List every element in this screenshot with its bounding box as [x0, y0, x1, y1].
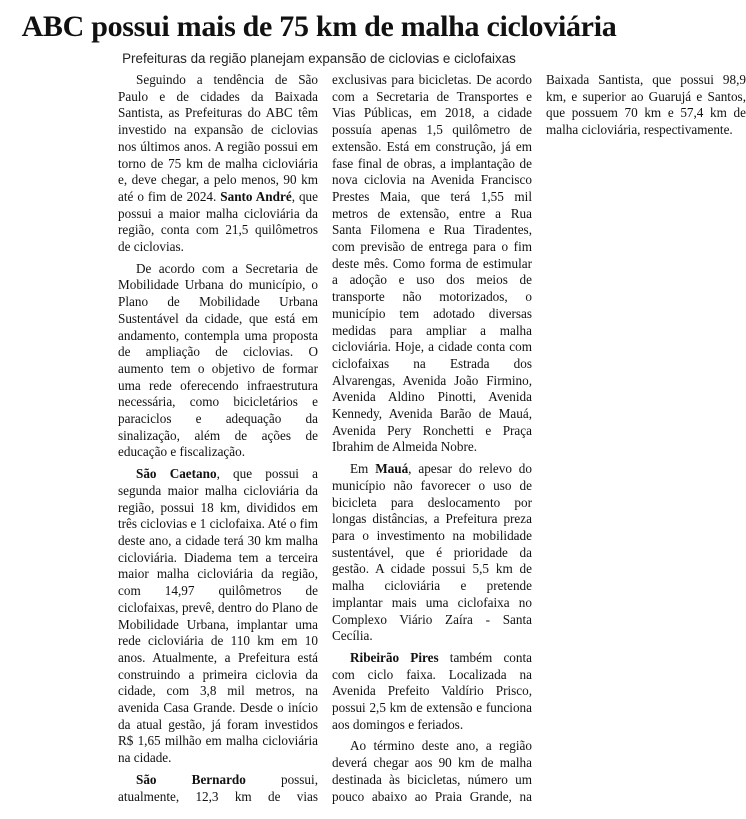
- paragraph-text: possui, atualmente, 12,3 km de vias exclusivas para bicicletas. De acordo com a Secretaria de Transportes e Vias Públicas, em 2018, a cidade possuía apenas 1,5 quilômetro de extensão. Está em construção, já em fase final de obras, a implantação de nova ciclovia na Avenida Francisco Prestes Maia, que terá 1,55 mil metros de extensão, entre a Rua Santa Filomena e Rua Tiradentes, com previsão de entrega para o fim deste mês. Como forma de estimular a adoção e uso dos meios de transporte não motorizados, o município tem adotado diversas medidas para ampliar a malha cicloviária. Hoje, a cidade conta com ciclofaixas na Estrada dos Alvarengas, Avenida João Firmino, Avenida Aldino Pinotti, Avenida Kennedy, Avenida Barão de Mauá, Avenida Pery Ronchetti e Praça Ibrahim de Almeida Nobre.: [118, 72, 532, 804]
- paragraph: [118, 466, 318, 767]
- paragraph-text: também conta com ciclo faixa. Localizada na Avenida Prefeito Valdírio Prisco, possui 2,5 km de extensão e funciona aos domingos e feriados.: [332, 649, 532, 732]
- headline: ABC possui mais de 75 km de malha cicloviária: [21, 10, 617, 43]
- subheadline: Prefeituras da região planejam expansão de ciclovias e ciclofaixas: [122, 51, 516, 66]
- paragraph-text: De acordo com a Secretaria de Mobilidade Urbana do município, o Plano de Mobilidade Urbana Sustentável da cidade, que está em andamento, contempla uma proposta de ampliação de ciclovias. O aumento tem o objetivo de formar uma rede oferecendo infraestrutura necessária, como bicicletários e paraciclos e adequação da sinalização, além de ações de educação e fiscalização.: [118, 260, 318, 460]
- paragraph-text: Ao término deste ano, a região deverá chegar aos 90 km de malha destinada às bicicletas, número um pouco abaixo ao Praia Grande, na Baixada Santista, que possui 98,9 km, e superior ao Guarujá e Santos, que possuem 70 km e 57,4 km de malha cicloviária, respectivamente.: [332, 72, 746, 804]
- city-name-santo-andre: Santo André: [220, 188, 292, 204]
- paragraph-text: , apesar do relevo do município não favorecer o uso de bicicleta para deslocamento por longas distâncias, a Prefeitura preza para o investimento na mobilidade sustentável, que é prioridade da gestão. A cidade possui 5,5 km de malha cicloviária e pretende implantar mais uma ciclofaixa no Complexo Viário Zaíra - Santa Cecília.: [332, 461, 532, 644]
- paragraph-text: Seguindo a tendência de São Paulo e de cidades da Baixada Santista, as Prefeituras do ABC têm investido na expansão de ciclovias nos últimos anos. A região possui em torno de 75 km de malha cicloviária e, deve chegar, a pelo menos, 90 km até o fim de 2024.: [118, 72, 318, 204]
- paragraph-text: , que possui a maior malha cicloviária da região, conta com 21,5 quilômetros de ciclovias.: [118, 188, 319, 255]
- article-body: [118, 72, 746, 812]
- city-name-ribeirao-pires: Ribeirão Pires: [350, 649, 439, 665]
- paragraph: [332, 461, 532, 645]
- city-name-maua: Mauá: [375, 461, 409, 477]
- paragraph-text: Em: [350, 461, 376, 477]
- paragraph-text: , que possui a segunda maior malha cicloviária da região, possui 18 km, divididos em três ciclovias e 1 ciclofaixa. Até o fim deste ano, a cidade terá 30 km malha cicloviária. Diadema tem a terceira maior malha cicloviária da região, com 14,97 quilômetros de ciclofaixas, prevê, dentro do Plano de Mobilidade Urbana, implantar uma rede cicloviária de 110 km em 10 anos. Atualmente, a Prefeitura está construindo a primeira ciclovia da cidade, com 3,8 mil metros, na avenida Casa Grande. Desde o início da atual gestão, já foram investidos R$ 1,65 milhão em malha cicloviária na cidade.: [118, 466, 318, 766]
- paragraph: [332, 650, 532, 734]
- paragraph: [118, 261, 318, 461]
- city-name-sao-bernardo: São Bernardo: [136, 771, 246, 787]
- paragraph: [118, 72, 318, 256]
- city-name-sao-caetano: São Caetano: [136, 466, 217, 482]
